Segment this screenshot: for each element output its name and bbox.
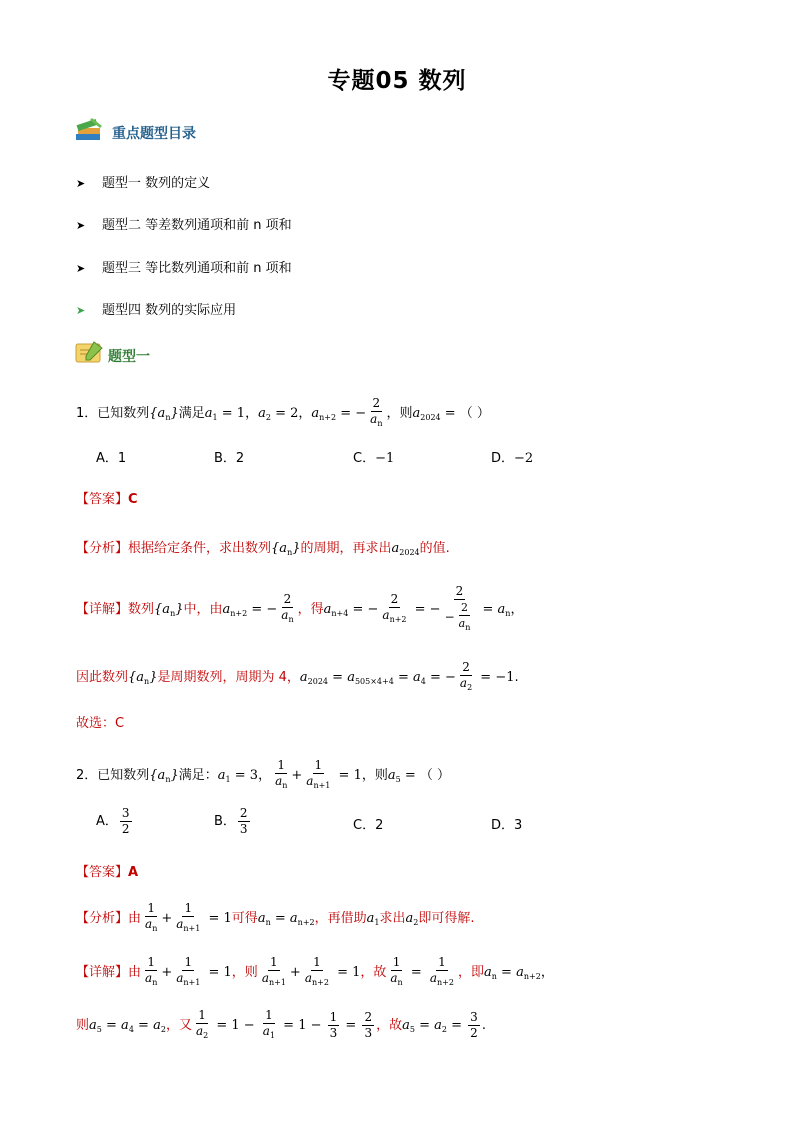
toc-item-3[interactable]: ➤ 题型三 等比数列通项和前 n 项和 — [76, 261, 292, 276]
arrow-bullet-icon: ➤ — [76, 304, 86, 317]
detail-1: 【详解】数列$\{a_n\}$中，由$a_{n+2}$ = − $\frac{2}{a_n}$ ，得$a_{n+4}$ = − $\frac{2}{a_{n+2}}$ = − 2 − $\frac{2}{a_n}$ = $a_n$， — [76, 584, 524, 632]
therefore-1: 因此数列$\{a_n\}$是周期数列，周期为 4，$a_{2024} = a_{505\times 4+4} = a_4$ = − $\frac{2}{a_2}$ = −1. — [76, 660, 519, 692]
book-stack-icon — [74, 116, 104, 148]
option-c[interactable]: C．2 — [353, 818, 384, 833]
detail-2: 【详解】由 $\frac{1}{a_n}$ + $\frac{1}{a_{n+1}}$ = 1，则 $\frac{1}{a_{n+1}}$ + $\frac{1}{a_{n+2}}$ = 1，故 $\frac{1}{a_n}$ = $\frac{1}{a_{n+2}}$ ，即$a_n = a_{n+2}$， — [76, 955, 554, 987]
option-c[interactable]: C．−1 — [353, 451, 395, 466]
arrow-bullet-icon: ➤ — [76, 219, 86, 232]
toc-item-2[interactable]: ➤ 题型二 等差数列通项和前 n 项和 — [76, 218, 292, 233]
option-b[interactable]: B．2 — [214, 451, 245, 466]
answer-1: 【答案】C — [76, 492, 138, 507]
toc-item-4[interactable]: ➤ 题型四 数列的实际应用 — [76, 303, 237, 318]
toc-item-1[interactable]: ➤ 题型一 数列的定义 — [76, 176, 211, 191]
answer-2: 【答案】A — [76, 865, 139, 880]
arrow-bullet-icon: ➤ — [76, 177, 86, 190]
page-title: 专题05 数列 — [327, 68, 467, 94]
analysis-2: 【分析】由 $\frac{1}{a_n}$ + $\frac{1}{a_{n+1}}$ = 1可得$a_n = a_{n+2}$，再借助$a_1$求出$a_2$即可得解. — [76, 901, 475, 933]
analysis-1: 【分析】根据给定条件，求出数列$\{a_n\}$的周期，再求出$a_{2024}$的值. — [76, 541, 450, 557]
toc-heading: 重点题型目录 — [112, 126, 196, 142]
conclusion-2: 则$a_5 = a_4 = a_2$，又 $\frac{1}{a_2}$ = 1 − $\frac{1}{a_1}$ = 1 − $\frac{1}{3}$ = $\frac{2}{3}$ ，故$a_5 = a_2$ = $\frac{3}{2}$ . — [76, 1008, 486, 1040]
choose-1: 故选：C — [76, 716, 125, 731]
option-a[interactable]: A．1 — [96, 451, 127, 466]
option-b[interactable]: B． $\frac{2}{3}$ — [214, 806, 248, 836]
question-1-stem: 1．已知数列$\{a_n\}$满足$a_1 = 1$，$a_2 = 2$，$a_{n+2}$ = − $\frac{2}{a_n}$ ，则$a_{2024}$ = （ ） — [76, 396, 490, 428]
option-d[interactable]: D．−2 — [491, 451, 534, 466]
question-2-stem: 2．已知数列$\{a_n\}$满足：$a_1 = 3$， $\frac{1}{a_n}$ + $\frac{1}{a_{n+1}}$ = 1，则$a_5$ = （ ） — [76, 758, 451, 790]
arrow-bullet-icon: ➤ — [76, 262, 86, 275]
section-heading: 题型一 — [108, 349, 150, 365]
option-a[interactable]: A． $\frac{3}{2}$ — [96, 806, 130, 836]
note-pad-icon — [74, 340, 104, 370]
option-d[interactable]: D．3 — [491, 818, 523, 833]
